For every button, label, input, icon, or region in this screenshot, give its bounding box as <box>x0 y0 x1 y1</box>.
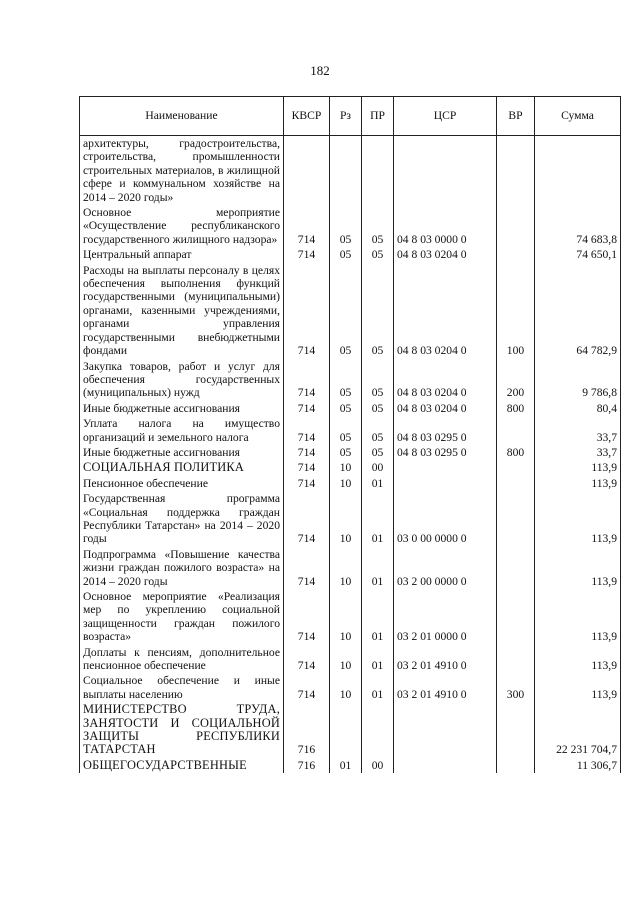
row-vr <box>497 702 535 758</box>
row-pr: 05 <box>362 205 394 247</box>
row-sum: 11 306,7 <box>535 758 621 773</box>
row-kvsr: 716 <box>284 758 330 773</box>
row-pr: 05 <box>362 247 394 262</box>
row-name: Центральный аппарат <box>80 247 284 262</box>
row-csr: 04 8 03 0295 0 <box>394 416 497 445</box>
row-sum: 113,9 <box>535 491 621 547</box>
row-kvsr: 714 <box>284 359 330 401</box>
row-kvsr <box>284 136 330 206</box>
row-sum: 74 650,1 <box>535 247 621 262</box>
table-row <box>80 702 621 758</box>
row-vr <box>497 547 535 589</box>
row-vr <box>497 460 535 475</box>
row-vr: 100 <box>497 263 535 359</box>
row-pr: 05 <box>362 263 394 359</box>
row-rz: 10 <box>330 476 362 491</box>
row-kvsr: 714 <box>284 491 330 547</box>
row-pr: 01 <box>362 673 394 702</box>
table-header-row <box>80 97 621 136</box>
row-sum: 9 786,8 <box>535 359 621 401</box>
row-name: Социальное обеспечение и иные выплаты населению <box>80 673 284 702</box>
row-vr: 300 <box>497 673 535 702</box>
page-number: 182 <box>310 63 330 78</box>
row-vr: 200 <box>497 359 535 401</box>
row-sum: 113,9 <box>535 645 621 674</box>
row-sum <box>535 136 621 206</box>
row-rz: 05 <box>330 445 362 460</box>
row-rz: 10 <box>330 673 362 702</box>
row-vr <box>497 247 535 262</box>
column-header-vr: ВР <box>497 97 535 136</box>
table-row <box>80 547 621 589</box>
row-name: МИНИСТЕРСТВО ТРУДА, ЗАНЯТОСТИ И СОЦИАЛЬНОЙ ЗАЩИТЫ РЕСПУБЛИКИ ТАТАРСТАН <box>80 702 284 758</box>
row-rz: 10 <box>330 491 362 547</box>
row-sum: 74 683,8 <box>535 205 621 247</box>
row-csr: 03 2 01 0000 0 <box>394 589 497 645</box>
row-rz: 05 <box>330 263 362 359</box>
row-vr: 800 <box>497 445 535 460</box>
row-rz: 05 <box>330 247 362 262</box>
row-rz: 10 <box>330 460 362 475</box>
table-row <box>80 673 621 702</box>
row-sum: 113,9 <box>535 460 621 475</box>
row-pr: 05 <box>362 416 394 445</box>
row-kvsr: 714 <box>284 445 330 460</box>
column-header-name: Наименование <box>80 97 284 136</box>
row-vr <box>497 476 535 491</box>
row-kvsr: 716 <box>284 702 330 758</box>
row-kvsr: 714 <box>284 460 330 475</box>
row-kvsr: 714 <box>284 401 330 416</box>
row-name: Основное мероприятие «Реализация мер по укреплению социальной защищенности граждан пожилого возраста» <box>80 589 284 645</box>
row-csr <box>394 702 497 758</box>
row-csr: 03 2 00 0000 0 <box>394 547 497 589</box>
row-pr <box>362 702 394 758</box>
column-header-csr: ЦСР <box>394 97 497 136</box>
row-kvsr: 714 <box>284 247 330 262</box>
row-name: Закупка товаров, работ и услуг для обеспечения государственных (муниципальных) нужд <box>80 359 284 401</box>
row-pr: 01 <box>362 547 394 589</box>
row-rz: 10 <box>330 547 362 589</box>
row-sum: 113,9 <box>535 547 621 589</box>
row-sum: 33,7 <box>535 445 621 460</box>
row-sum: 80,4 <box>535 401 621 416</box>
table-row <box>80 247 621 262</box>
row-name: Иные бюджетные ассигнования <box>80 445 284 460</box>
row-csr: 04 8 03 0204 0 <box>394 401 497 416</box>
table-row <box>80 460 621 475</box>
row-sum: 33,7 <box>535 416 621 445</box>
table-row <box>80 401 621 416</box>
row-sum: 113,9 <box>535 476 621 491</box>
table-row <box>80 758 621 773</box>
table-row <box>80 645 621 674</box>
row-sum: 64 782,9 <box>535 263 621 359</box>
row-vr <box>497 205 535 247</box>
row-rz: 05 <box>330 401 362 416</box>
row-pr: 05 <box>362 445 394 460</box>
row-pr <box>362 136 394 206</box>
row-csr <box>394 460 497 475</box>
row-name: Расходы на выплаты персоналу в целях обеспечения выполнения функций государственными (муниципальными) органами, казенными учреждениями, органами управления государственными внебюджетными фондами <box>80 263 284 359</box>
row-rz: 05 <box>330 205 362 247</box>
row-rz: 10 <box>330 645 362 674</box>
row-vr <box>497 491 535 547</box>
row-rz <box>330 136 362 206</box>
row-kvsr: 714 <box>284 547 330 589</box>
budget-table <box>79 96 621 773</box>
row-csr: 04 8 03 0204 0 <box>394 247 497 262</box>
row-rz: 10 <box>330 589 362 645</box>
column-header-rz: Рз <box>330 97 362 136</box>
column-header-pr: ПР <box>362 97 394 136</box>
row-kvsr: 714 <box>284 589 330 645</box>
column-header-kvsr: КВСР <box>284 97 330 136</box>
row-pr: 05 <box>362 359 394 401</box>
row-vr <box>497 589 535 645</box>
row-name: СОЦИАЛЬНАЯ ПОЛИТИКА <box>80 460 284 475</box>
table-row <box>80 205 621 247</box>
table-row <box>80 136 621 206</box>
row-name: Доплаты к пенсиям, дополнительное пенсионное обеспечение <box>80 645 284 674</box>
table-row <box>80 491 621 547</box>
row-kvsr: 714 <box>284 205 330 247</box>
row-pr: 01 <box>362 589 394 645</box>
row-csr <box>394 476 497 491</box>
row-pr: 01 <box>362 645 394 674</box>
row-rz: 05 <box>330 416 362 445</box>
row-csr <box>394 758 497 773</box>
row-name: Основное мероприятие «Осуществление республиканского государственного жилищного надзора» <box>80 205 284 247</box>
row-name: ОБЩЕГОСУДАРСТВЕННЫЕ <box>80 758 284 773</box>
row-csr: 04 8 03 0295 0 <box>394 445 497 460</box>
table-row <box>80 416 621 445</box>
table-row <box>80 263 621 359</box>
row-sum: 113,9 <box>535 589 621 645</box>
row-name: Иные бюджетные ассигнования <box>80 401 284 416</box>
row-pr: 01 <box>362 476 394 491</box>
column-header-sum: Сумма <box>535 97 621 136</box>
row-pr: 00 <box>362 758 394 773</box>
row-sum: 113,9 <box>535 673 621 702</box>
row-kvsr: 714 <box>284 645 330 674</box>
row-name: архитектуры, градостроительства, строительства, промышленности строительных материалов, в жилищной сфере и коммунальном хозяйстве на 2014 – 2020 годы» <box>80 136 284 206</box>
row-name: Пенсионное обеспечение <box>80 476 284 491</box>
row-pr: 00 <box>362 460 394 475</box>
row-sum: 22 231 704,7 <box>535 702 621 758</box>
table-row <box>80 359 621 401</box>
row-name: Государственная программа «Социальная поддержка граждан Республики Татарстан» на 2014 – 2020 годы <box>80 491 284 547</box>
table-row <box>80 589 621 645</box>
row-kvsr: 714 <box>284 673 330 702</box>
row-vr <box>497 645 535 674</box>
row-kvsr: 714 <box>284 263 330 359</box>
row-rz: 05 <box>330 359 362 401</box>
row-vr <box>497 136 535 206</box>
row-csr: 04 8 03 0204 0 <box>394 263 497 359</box>
row-name: Подпрограмма «Повышение качества жизни граждан пожилого возраста» на 2014 – 2020 годы <box>80 547 284 589</box>
row-rz: 01 <box>330 758 362 773</box>
row-vr: 800 <box>497 401 535 416</box>
table-row <box>80 445 621 460</box>
row-csr: 04 8 03 0204 0 <box>394 359 497 401</box>
table-row <box>80 476 621 491</box>
row-csr <box>394 136 497 206</box>
row-vr <box>497 416 535 445</box>
row-pr: 01 <box>362 491 394 547</box>
row-pr: 05 <box>362 401 394 416</box>
row-csr: 03 2 01 4910 0 <box>394 645 497 674</box>
row-csr: 03 2 01 4910 0 <box>394 673 497 702</box>
row-kvsr: 714 <box>284 476 330 491</box>
row-name: Уплата налога на имущество организаций и земельного налога <box>80 416 284 445</box>
row-kvsr: 714 <box>284 416 330 445</box>
row-csr: 04 8 03 0000 0 <box>394 205 497 247</box>
row-vr <box>497 758 535 773</box>
row-rz <box>330 702 362 758</box>
row-csr: 03 0 00 0000 0 <box>394 491 497 547</box>
